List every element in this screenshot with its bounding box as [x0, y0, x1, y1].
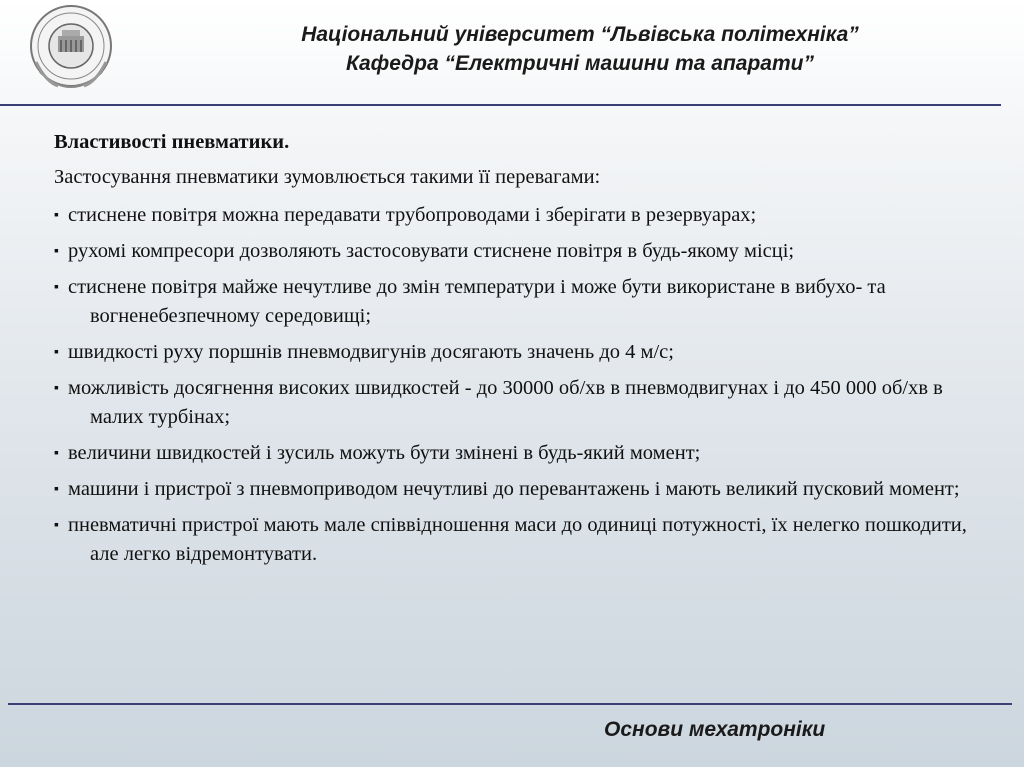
bullet-item: [54, 201, 994, 230]
bullet-item: [54, 338, 994, 367]
department-name: Кафедра “Електричні машини та апарати”: [346, 52, 814, 75]
bullet-marker: ▪: [54, 345, 59, 360]
intro-text: Застосування пневматики зумовлюється такими її перевагами:: [54, 166, 601, 188]
bullet-marker: ▪: [54, 244, 59, 259]
bullet-text: рухомі компресори дозволяють застосовувати стиснене повітря в будь-якому місці;: [68, 240, 795, 262]
header-divider: [0, 104, 1001, 106]
bullet-marker: ▪: [54, 208, 59, 223]
bullet-text: величини швидкостей і зусиль можуть бути змінені в будь-який момент;: [68, 442, 701, 464]
bullet-item: [54, 475, 994, 504]
bullet-text: пневматичні пристрої мають мале співвідношення маси до одиниці потужності, їх нелегко пошкодити, але легко відремонтувати.: [68, 514, 967, 565]
bullet-marker: ▪: [54, 518, 59, 533]
bullet-text: стиснене повітря майже нечутливе до змін температури і може бути використане в вибухо- та вогненебезпечному середовищі;: [68, 276, 886, 327]
university-seal-logo: [28, 2, 114, 98]
university-name: Національний університет “Львівська політехніка”: [301, 23, 859, 46]
footer-divider: [8, 703, 1012, 705]
bullet-text: швидкості руху поршнів пневмодвигунів досягають значень до 4 м/с;: [68, 341, 674, 363]
bullet-text: машини і пристрої з пневмоприводом нечутливі до перевантажень і мають великий пусковий момент;: [68, 478, 960, 500]
slide-content: [54, 128, 994, 576]
bullet-text: можливість досягнення високих швидкостей - до 30000 об/хв в пневмодвигунах і до 450 000 об/хв в малих турбінах;: [68, 377, 943, 428]
bullet-marker: ▪: [54, 482, 59, 497]
bullet-item: [54, 511, 994, 569]
bullet-text: стиснене повітря можна передавати трубопроводами і зберігати в резервуарах;: [68, 204, 757, 226]
course-title: Основи мехатроніки: [604, 718, 826, 741]
slide-header: [150, 20, 1010, 78]
bullet-item: [54, 273, 994, 331]
bullet-item: [54, 374, 994, 432]
bullet-marker: ▪: [54, 381, 59, 396]
bullet-item: [54, 439, 994, 468]
slide-title: Властивості пневматики.: [54, 131, 290, 153]
bullet-item: [54, 237, 994, 266]
bullet-marker: ▪: [54, 280, 59, 295]
bullet-marker: ▪: [54, 446, 59, 461]
